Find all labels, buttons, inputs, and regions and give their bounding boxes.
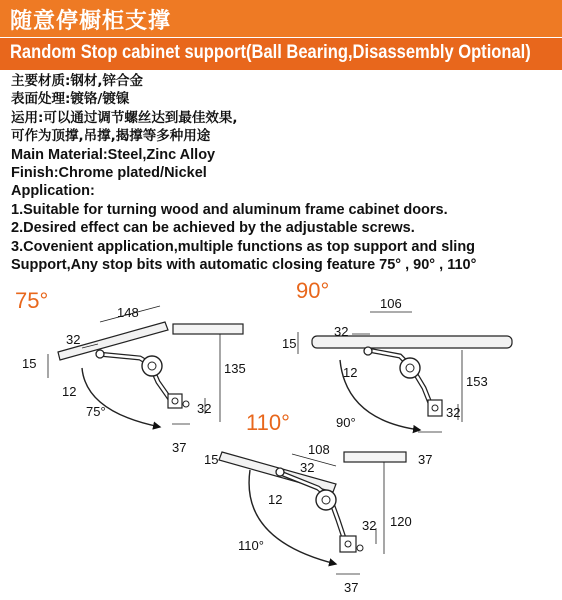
stay-mechanism-75 (96, 350, 189, 408)
angle-title-90: 90° (296, 278, 330, 303)
dim-106: 106 (380, 296, 402, 311)
specification-text (11, 72, 556, 274)
angle-title-75: 75° (15, 288, 49, 313)
material-en: Main Material:Steel,Zinc Alloy (11, 146, 216, 163)
material-cn: 主要材质:钢材,锌合金 (11, 73, 144, 89)
installation-diagrams (0, 272, 562, 600)
dim-12-110: 12 (268, 492, 283, 507)
angle-title-110: 110° (246, 410, 290, 435)
dim-12-75: 12 (62, 384, 77, 399)
application-item-2: 2.Desired effect can be achieved by the adjustable screws. (11, 220, 415, 237)
dim-108: 108 (308, 442, 330, 457)
dim-37-110: 37 (344, 580, 359, 595)
dim-120: 120 (390, 514, 412, 529)
diagram-90 (282, 278, 512, 467)
stay-mechanism-90 (364, 347, 442, 416)
dim-153: 153 (466, 374, 488, 389)
arc-label-110: 110° (238, 538, 264, 553)
product-title-chinese: 随意停橱柜支撑 (10, 9, 172, 34)
application-item-1: 1.Suitable for turning wood and aluminum frame cabinet doors. (11, 201, 448, 218)
arc-label-75: 75° (86, 404, 106, 419)
diagram-75 (15, 288, 246, 455)
diagram-110 (204, 410, 412, 595)
usage-cn-line-2: 可作为顶撑,吊撑,揭撑等多种用途 (11, 128, 211, 145)
dim-32b-90: 32 (446, 405, 461, 420)
usage-cn-line-1: 运用:可以通过调节螺丝达到最佳效果, (11, 109, 238, 126)
dim-148: 148 (117, 305, 139, 320)
dim-37-75: 37 (172, 440, 187, 455)
dim-15-110: 15 (204, 452, 219, 467)
dim-12-90: 12 (343, 365, 358, 380)
dim-32a-110: 32 (300, 460, 315, 475)
finish-en: Finish:Chrome plated/Nickel (11, 165, 207, 182)
product-title-english: Random Stop cabinet support(Ball Bearing,Disassembly Optional) (10, 42, 531, 63)
application-item-3: 3.Covenient application,multiple functions as top support and sling (11, 238, 476, 255)
header-banner (0, 0, 562, 70)
application-item-4: Support,Any stop bits with automatic closing feature 75° , 90° , 110° (11, 257, 477, 274)
dim-32a-75: 32 (66, 332, 81, 347)
dim-15-75: 15 (22, 356, 37, 371)
dim-32b-75: 32 (197, 401, 212, 416)
dim-135: 135 (224, 361, 246, 376)
dim-32b-110: 32 (362, 518, 377, 533)
dim-37-90: 37 (418, 452, 433, 467)
cabinet-panel-75 (173, 324, 243, 334)
finish-cn: 表面处理:镀铬/镀镍 (11, 91, 130, 108)
application-heading: Application: (11, 183, 95, 200)
cabinet-panel-110 (344, 452, 406, 462)
dim-32a-90: 32 (334, 324, 349, 339)
dim-15-90: 15 (282, 336, 297, 351)
arc-label-90: 90° (336, 415, 356, 430)
